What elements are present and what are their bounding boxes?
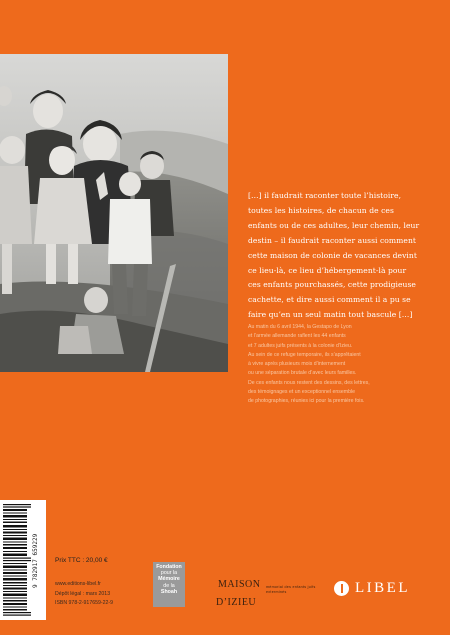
libel-logo (334, 580, 410, 597)
description-paragraph (248, 323, 443, 406)
fms-logo-line: Shoah (160, 588, 178, 595)
publisher-website: www.editions-libel.fr (55, 581, 101, 587)
description-line: de photographies, réunies ici pour la première fois. (248, 398, 365, 404)
description-line: ou une séparation brutale d’avec leurs familles. (248, 370, 357, 377)
archival-photo (0, 54, 228, 372)
isbn: ISBN 978-2-917659-22-9 (55, 600, 113, 606)
izieu-logo-word: D’IZIEU (216, 597, 257, 608)
description-line: à vivre après plusieurs mois d’internement (248, 361, 346, 367)
quote-line: enfants ou de ces adultes, leur chemin, leur (248, 220, 420, 230)
libel-logo-word: LIBEL (355, 580, 410, 596)
libel-mark-icon (334, 581, 349, 596)
description-line: et l’armée allemande raflent les 44 enfants (248, 333, 346, 340)
publisher-info (55, 580, 113, 609)
barcode-digits: 9 782917 659229 (32, 533, 39, 589)
maison-logo-tagline: mémorial des enfants juifs exterminés (266, 585, 316, 594)
barcode (0, 500, 46, 620)
description-line: des témoignages et un exceptionnel ensemble (248, 388, 355, 395)
fms-logo-line: Fondation (156, 564, 182, 570)
quote-block (248, 189, 440, 323)
fondation-memoire-shoah-logo (153, 562, 185, 607)
quote-line: ces enfants pourchassés, cette prodigieuse (248, 280, 416, 290)
quote-line: […] il faudrait raconter toute l’histoire, (248, 191, 402, 200)
description-line: Au sein de ce refuge temporaire, ils s’apprêtaient (248, 351, 361, 358)
quote-line: cachette, et dire aussi comment il a pu se (248, 295, 411, 305)
fms-logo-line: pour la (160, 570, 178, 577)
barcode-bars (3, 504, 31, 616)
price-label: Prix TTC : 20,00 € (55, 557, 108, 564)
quote-line: toutes les histoires, de chacun de ces (248, 205, 394, 215)
quote-line: destin – il faudrait raconter aussi comment (248, 235, 416, 245)
description-line: Au matin du 6 avril 1944, la Gestapo de Lyon (248, 324, 352, 330)
legal-deposit: Dépôt légal : mars 2013 (55, 590, 111, 597)
description-line: De ces enfants nous restent des dessins, des lettres, (248, 379, 370, 386)
quote-line: ce lieu-là, ce lieu d’hébergement-là pour (248, 265, 407, 275)
fms-logo-line: Mémoire (158, 576, 180, 583)
quote-line: cette maison de colonie de vacances devint (248, 250, 417, 260)
fms-logo-line: de la (163, 582, 175, 589)
quote-line: faire qu’en un seul matin tout bascule […] (248, 310, 413, 320)
maison-izieu-logo (214, 577, 324, 611)
description-line: et 7 adultes juifs présents à la colonie d’Izieu. (248, 342, 353, 349)
maison-logo-word: MAISON (218, 579, 261, 590)
